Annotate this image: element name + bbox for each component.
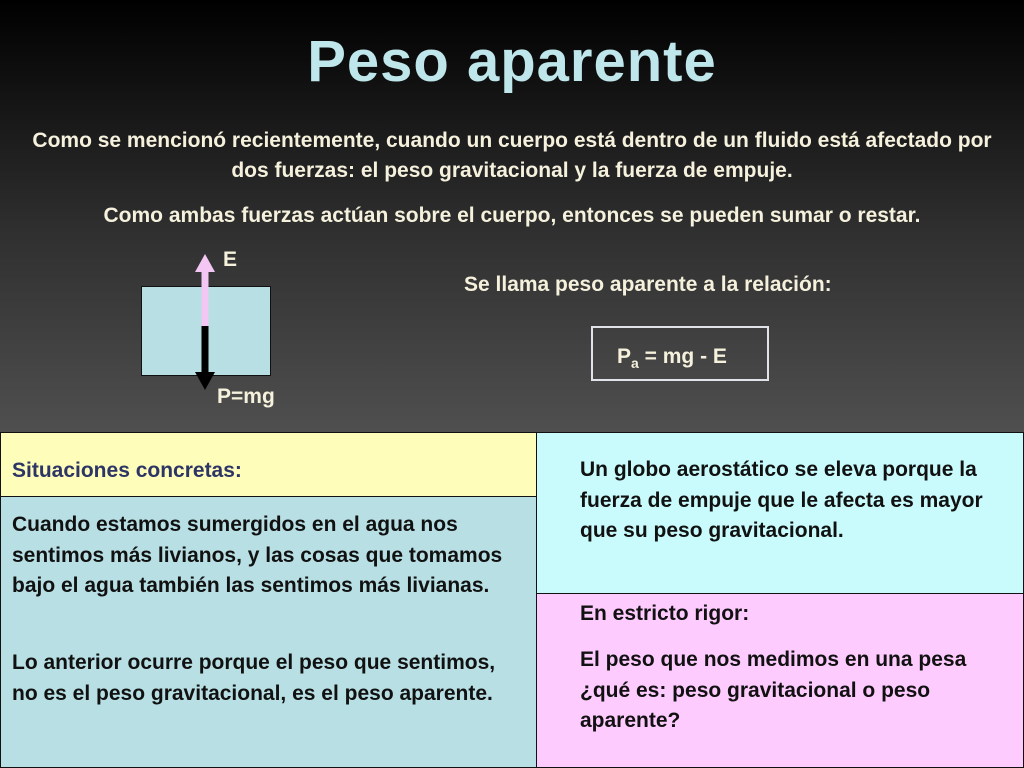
formula-main: P [617,345,632,368]
relation-text: Se llama peso aparente a la relación: [464,273,832,296]
formula [617,345,727,371]
rigor-heading: En estricto rigor: [580,602,750,625]
slide-title: Peso aparente [307,29,717,94]
force-diagram [135,248,305,418]
situations-paragraph-2: Lo anterior ocurre porque el peso que sentimos, no es el peso gravitacional, es el peso aparente. [12,651,496,705]
weight-arrow-head [195,372,215,390]
buoyant-force-arrow-head [195,254,215,272]
balloon-text: Un globo aerostático se eleva porque la fuerza de empuje que le afecta es mayor que su peso gravitacional. [580,458,983,542]
formula-rest: = mg - E [638,345,727,368]
buoyant-force-label: E [223,248,238,271]
formula-subscript: a [631,355,639,372]
rigor-question: El peso que nos medimos en una pesa ¿qué es: peso gravitacional o peso aparente? [580,648,967,732]
intro-paragraph-1: Como se mencionó recientemente, cuando un cuerpo está dentro de un fluido está afectado por dos fuerzas: el peso gravitacional y la fuerza de empuje. [32,129,992,182]
situations-paragraph-1: Cuando estamos sumergidos en el agua nos sentimos más livianos, y las cosas que tomamos bajo el agua también las sentimos más livianas. [12,513,503,597]
formula-box [591,326,769,381]
situations-heading: Situaciones concretas: [12,459,242,482]
intro-paragraph-2: Como ambas fuerzas actúan sobre el cuerpo, entonces se pueden sumar o restar. [103,204,921,227]
weight-label: P=mg [217,385,275,408]
